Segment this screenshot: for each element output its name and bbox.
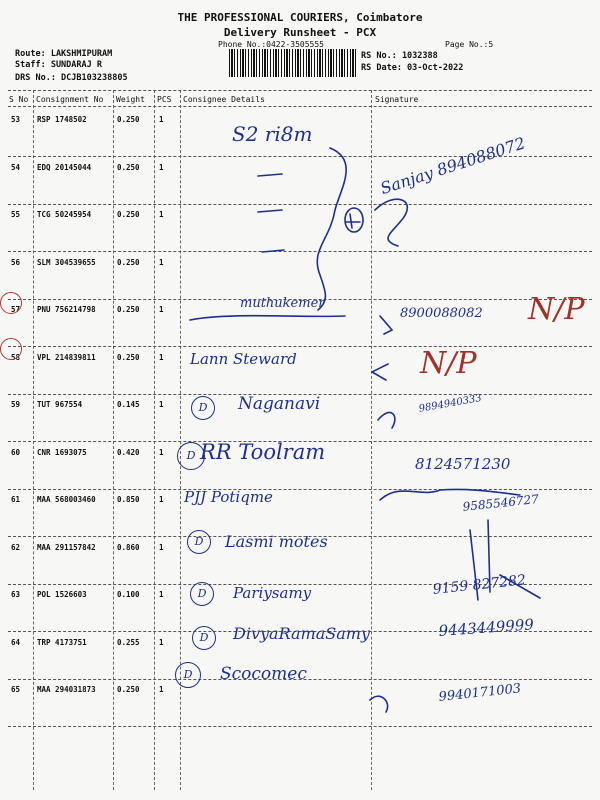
drs-number: DRS No.: DCJB103238805: [15, 73, 128, 83]
delivered-circle-mark: D: [190, 582, 214, 606]
row-pcs-cell: 1: [159, 210, 164, 219]
row-pcs-cell: 1: [159, 590, 164, 599]
handwritten-signature: 8900088082: [400, 306, 483, 321]
row-weight-cell: 0.250: [117, 210, 140, 219]
dash-mark: [258, 210, 282, 212]
signature-stroke: [375, 199, 407, 246]
row-pcs-cell: 1: [159, 305, 164, 314]
row-cons-cell: MAA 568003460: [37, 495, 96, 504]
row-cons-cell: TUT 967554: [37, 400, 83, 409]
row-sno-cell: 54: [11, 163, 21, 172]
row-pcs-cell: 1: [159, 685, 164, 694]
row-weight-cell: 0.255: [117, 638, 140, 647]
signature-stroke: [378, 412, 395, 428]
delivered-circle-mark: D: [175, 662, 201, 688]
row-cons-cell: RSP 1748502: [37, 115, 87, 124]
handwritten-signature: Sanjay 894088072: [378, 133, 528, 199]
col-header-pcs: PCS: [157, 95, 172, 104]
scribble-mark: [346, 214, 360, 228]
strike-line: [190, 316, 345, 320]
row-cons-cell: VPL 214839811: [37, 353, 96, 362]
row-pcs-cell: 1: [159, 400, 164, 409]
row-weight-cell: 0.250: [117, 258, 140, 267]
row-pcs-cell: 1: [159, 638, 164, 647]
row-sno-cell: 55: [11, 210, 21, 219]
row-sno-cell: 57: [11, 305, 21, 314]
row-cons-cell: TRP 4173751: [37, 638, 87, 647]
row-weight-cell: 0.250: [117, 163, 140, 172]
signature-stroke: [370, 696, 388, 712]
handwritten-consignee: Naganavi: [238, 394, 321, 414]
row-cons-cell: CNR 1693075: [37, 448, 87, 457]
row-weight-cell: 0.860: [117, 543, 140, 552]
handwritten-consignee: muthukemer: [240, 296, 325, 311]
col-header-weight: Weight: [116, 95, 145, 104]
handwritten-consignee: Lasmi motes: [225, 532, 328, 551]
row-weight-cell: 0.250: [117, 115, 140, 124]
rs-number: RS No.: 1032388: [361, 51, 438, 61]
row-weight-cell: 0.420: [117, 448, 140, 457]
row-sno-cell: 53: [11, 115, 21, 124]
row-cons-cell: EDQ 20145044: [37, 163, 92, 172]
row-pcs-cell: 1: [159, 115, 164, 124]
row-pcs-cell: 1: [159, 448, 164, 457]
row-sno-cell: 58: [11, 353, 21, 362]
delivered-circle-mark: D: [192, 626, 216, 650]
row-sno-cell: 63: [11, 590, 21, 599]
handwritten-consignee: RR Toolram: [200, 440, 326, 464]
scribble-line: [317, 148, 346, 310]
col-header-signature: Signature: [375, 95, 419, 104]
not-present-mark: N/P: [528, 292, 585, 327]
dash-mark: [258, 174, 282, 176]
delivered-circle-mark: D: [177, 442, 205, 470]
col-header-consignment: Consignment No: [36, 95, 104, 104]
handwritten-consignee: Scocomec: [220, 664, 307, 684]
signature-stroke: [470, 520, 490, 600]
handwritten-consignee: Pariysamy: [233, 584, 312, 602]
arrow-mark: [380, 316, 392, 334]
handwritten-signature: 8124571230: [415, 455, 511, 473]
handwritten-consignee: Lann Steward: [190, 350, 297, 368]
row-sno-cell: 56: [11, 258, 21, 267]
handwritten-signature: 9894940333: [418, 392, 483, 415]
row-cons-cell: TCG 50245954: [37, 210, 92, 219]
row-weight-cell: 0.100: [117, 590, 140, 599]
row-sno-cell: 62: [11, 543, 21, 552]
not-present-mark: N/P: [420, 346, 477, 381]
row-pcs-cell: 1: [159, 543, 164, 552]
staff: Staff: SUNDARAJ R: [15, 60, 102, 70]
row-weight-cell: 0.250: [117, 305, 140, 314]
row-pcs-cell: 1: [159, 163, 164, 172]
scribble-loop: [345, 208, 363, 232]
sheet-title: THE PROFESSIONAL COURIERS, Coimbatore: [177, 11, 423, 24]
row-sno-cell: 65: [11, 685, 21, 694]
row-sno-cell: 59: [11, 400, 21, 409]
row-cons-cell: MAA 294031873: [37, 685, 96, 694]
handwritten-signature: 9585546727: [462, 492, 540, 514]
page-number: Page No.:5: [445, 40, 494, 49]
row-weight-cell: 0.145: [117, 400, 140, 409]
row-cons-cell: PNU 756214798: [37, 305, 96, 314]
row-cons-cell: POL 1526603: [37, 590, 87, 599]
row-sno-cell: 64: [11, 638, 21, 647]
route: Route: LAKSHMIPURAM: [15, 49, 113, 59]
row-pcs-cell: 1: [159, 258, 164, 267]
handwritten-signature: 9443449999: [438, 615, 535, 640]
handwritten-consignee: S2 ri8m: [232, 122, 313, 146]
row-pcs-cell: 1: [159, 353, 164, 362]
row-weight-cell: 0.850: [117, 495, 140, 504]
signature-stroke: [500, 575, 540, 598]
row-cons-cell: SLM 304539655: [37, 258, 96, 267]
sheet-subtitle: Delivery Runsheet - PCX: [223, 26, 377, 39]
row-weight-cell: 0.250: [117, 685, 140, 694]
col-header-consignee: Consignee Details: [183, 95, 265, 104]
row-sno-cell: 61: [11, 495, 21, 504]
handwritten-signature: 9159 827282: [432, 572, 527, 598]
handwritten-consignee: PJJ Potiqme: [184, 488, 273, 506]
row-pcs-cell: 1: [159, 495, 164, 504]
delivered-circle-mark: D: [187, 530, 211, 554]
phone-number: Phone No.:0422-3505555: [218, 40, 324, 49]
row-sno-cell: 60: [11, 448, 21, 457]
dash-mark: [262, 250, 284, 252]
col-header-sno: S No: [9, 95, 29, 104]
delivered-circle-mark: D: [191, 396, 215, 420]
row-weight-cell: 0.250: [117, 353, 140, 362]
handwritten-signature: 9940171003: [438, 681, 522, 705]
handwritten-consignee: DivyaRamaSamy: [233, 624, 370, 643]
signature-stroke: [380, 489, 520, 500]
row-cons-cell: MAA 291157842: [37, 543, 96, 552]
arrow-mark: [372, 364, 388, 380]
rs-date: RS Date: 03-Oct-2022: [361, 63, 464, 73]
